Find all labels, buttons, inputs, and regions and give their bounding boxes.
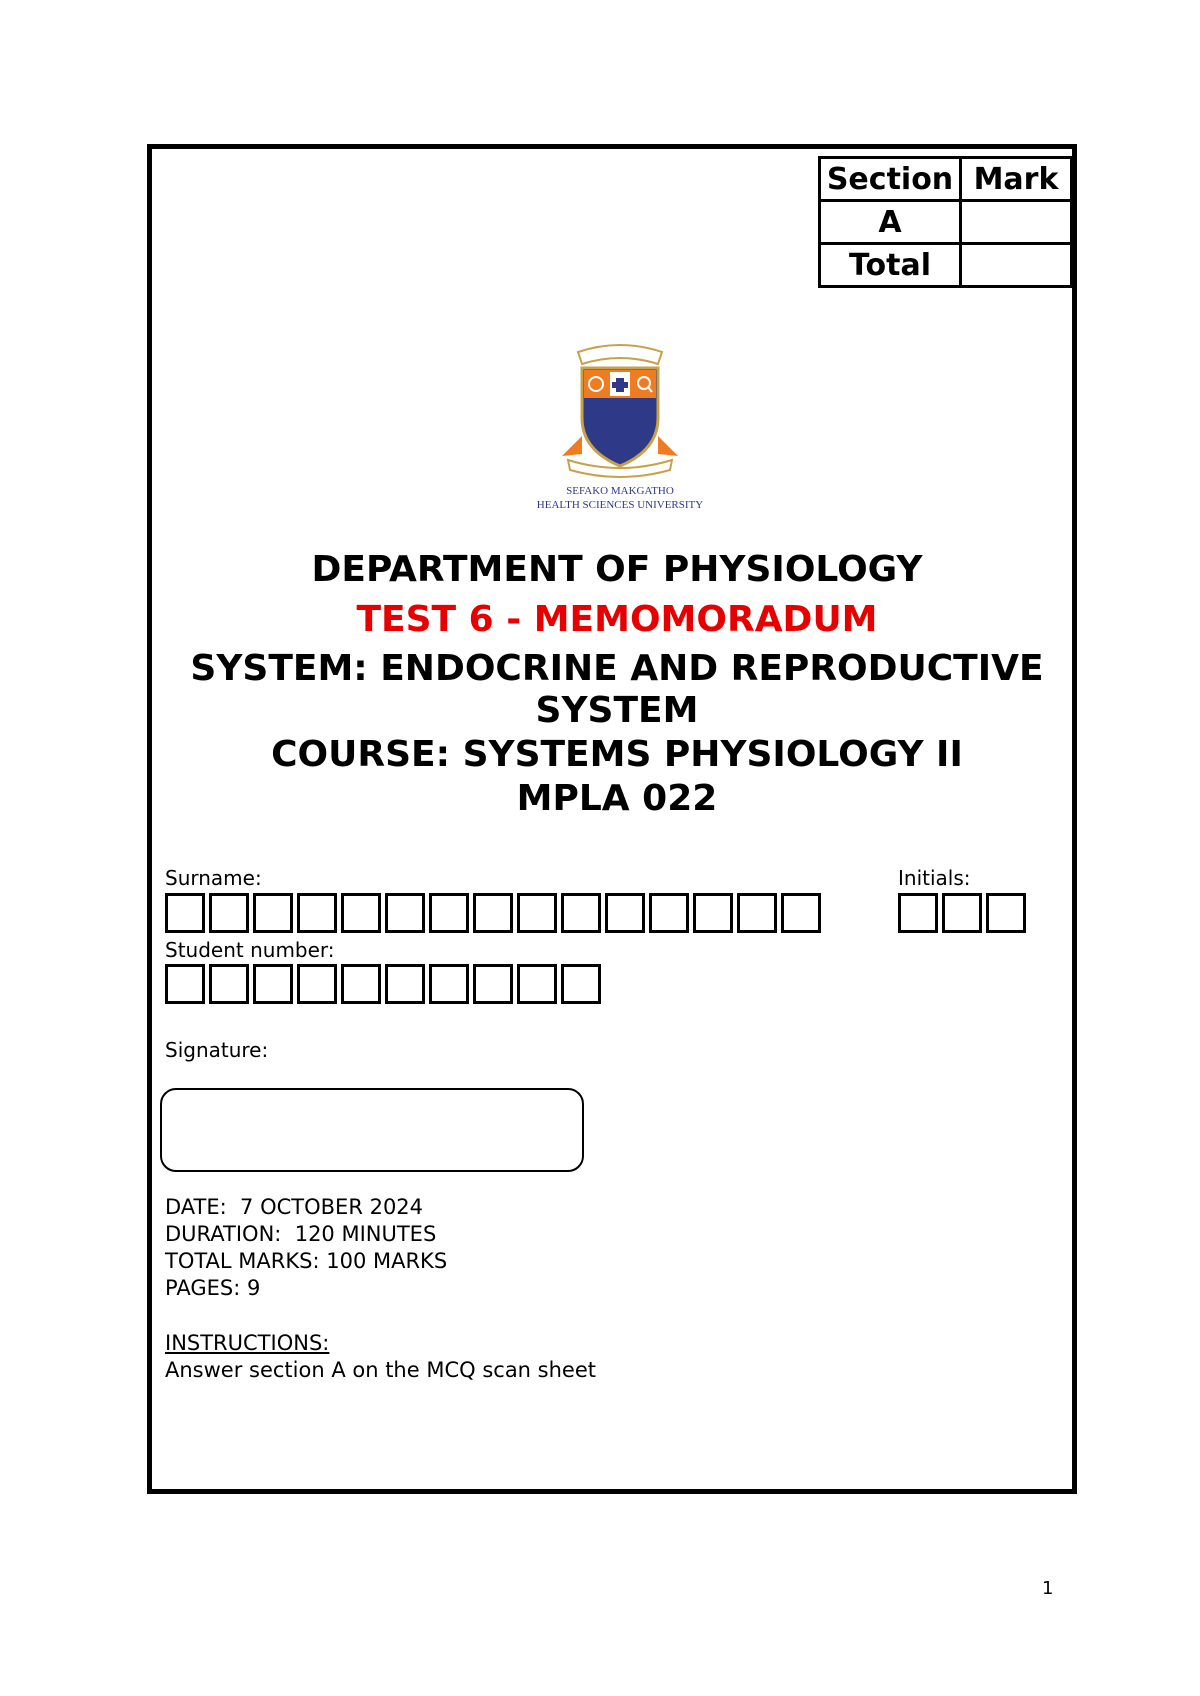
surname-char-box[interactable] (781, 893, 821, 933)
logo-top-banner (578, 345, 662, 364)
signature-label: Signature: (165, 1038, 269, 1062)
exam-info (165, 1194, 447, 1302)
row-mark-cell[interactable] (961, 244, 1072, 287)
student-number-digit-box[interactable] (429, 964, 469, 1004)
student-number-digit-box[interactable] (209, 964, 249, 1004)
header-mark: Mark (961, 158, 1072, 201)
student-number-label: Student number: (165, 938, 335, 962)
header-section: Section (820, 158, 961, 201)
system-title-line2: SYSTEM (535, 690, 699, 731)
logo-name-line2: HEALTH SCIENCES UNIVERSITY (536, 499, 704, 511)
initials-char-box[interactable] (942, 893, 982, 933)
surname-char-box[interactable] (737, 893, 777, 933)
university-logo (520, 338, 720, 518)
exam-pages: PAGES: 9 (165, 1276, 261, 1300)
title-block (152, 548, 1082, 820)
logo-right-ribbon (658, 436, 678, 456)
instructions-text: Answer section A on the MCQ scan sheet (165, 1358, 596, 1382)
surname-char-box[interactable] (297, 893, 337, 933)
course-title: COURSE: SYSTEMS PHYSIOLOGY II (271, 734, 963, 775)
logo-left-ribbon (562, 436, 582, 456)
initials-char-box[interactable] (986, 893, 1026, 933)
logo-name-line1: SEFAKO MAKGATHO (566, 485, 674, 497)
surname-char-box[interactable] (429, 893, 469, 933)
student-number-digit-box[interactable] (165, 964, 205, 1004)
surname-char-box[interactable] (561, 893, 601, 933)
surname-char-box[interactable] (209, 893, 249, 933)
instructions-heading: INSTRUCTIONS: (165, 1331, 330, 1355)
student-number-digit-box[interactable] (341, 964, 381, 1004)
surname-char-box[interactable] (649, 893, 689, 933)
surname-char-box[interactable] (605, 893, 645, 933)
surname-char-box[interactable] (165, 893, 205, 933)
mark-table-header (820, 158, 1072, 201)
signature-box[interactable] (160, 1088, 584, 1172)
page-number: 1 (1042, 1578, 1054, 1599)
surname-char-box[interactable] (693, 893, 733, 933)
student-number-digit-box[interactable] (385, 964, 425, 1004)
system-title-line1: SYSTEM: ENDOCRINE AND REPRODUCTIVE (190, 648, 1044, 689)
student-number-digit-box[interactable] (517, 964, 557, 1004)
surname-label: Surname: (165, 866, 262, 890)
surname-char-box[interactable] (385, 893, 425, 933)
student-number-digit-box[interactable] (253, 964, 293, 1004)
initials-boxes (898, 893, 1030, 933)
surname-char-box[interactable] (517, 893, 557, 933)
exam-date: DATE: 7 OCTOBER 2024 (165, 1195, 424, 1219)
initials-char-box[interactable] (898, 893, 938, 933)
exam-total-marks: TOTAL MARKS: 100 MARKS (165, 1249, 448, 1273)
mark-table-row (820, 244, 1072, 287)
row-mark-cell[interactable] (961, 201, 1072, 244)
initials-label: Initials: (898, 866, 971, 890)
instructions (165, 1330, 596, 1384)
department-title: DEPARTMENT OF PHYSIOLOGY (311, 549, 923, 590)
test-title: TEST 6 - MEMOMORADUM (356, 599, 878, 640)
exam-duration: DURATION: 120 MINUTES (165, 1222, 437, 1246)
surname-char-box[interactable] (341, 893, 381, 933)
student-number-digit-box[interactable] (473, 964, 513, 1004)
student-number-boxes (165, 964, 605, 1004)
surname-boxes (165, 893, 825, 933)
mark-table (818, 156, 1073, 288)
surname-char-box[interactable] (473, 893, 513, 933)
student-number-digit-box[interactable] (561, 964, 601, 1004)
course-code: MPLA 022 (516, 778, 718, 819)
mark-table-row (820, 201, 1072, 244)
surname-char-box[interactable] (253, 893, 293, 933)
row-section: A (820, 201, 961, 244)
student-number-digit-box[interactable] (297, 964, 337, 1004)
row-section: Total (820, 244, 961, 287)
